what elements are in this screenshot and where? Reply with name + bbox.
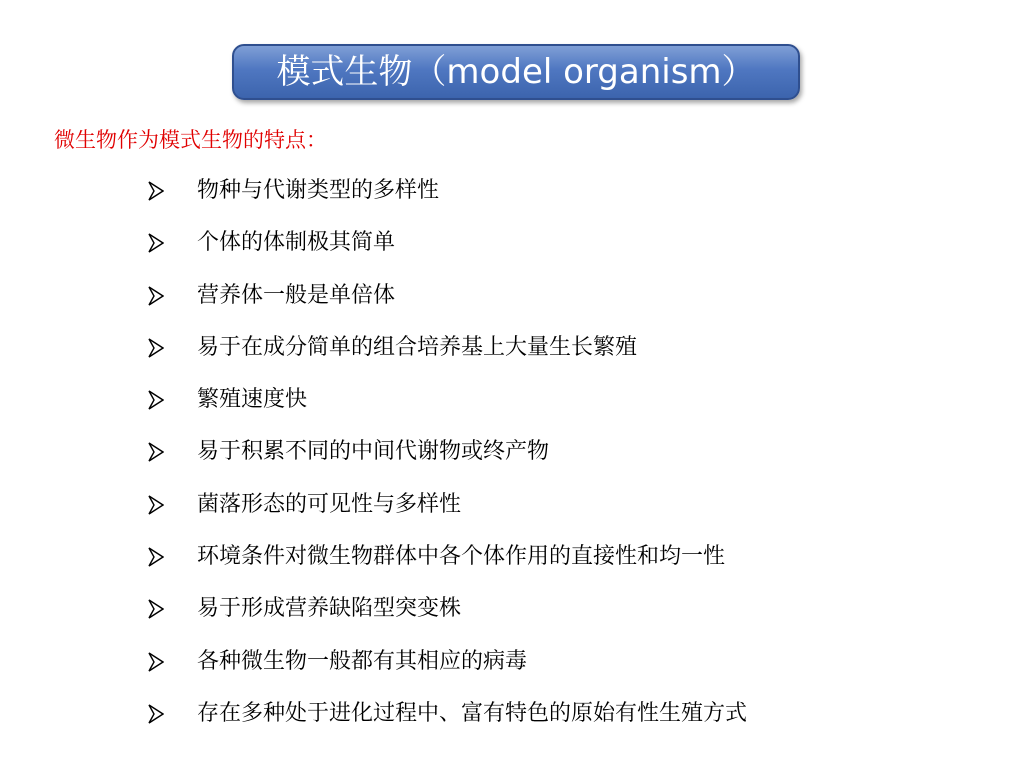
list-item [148, 647, 747, 699]
arrow-bullet-icon [148, 651, 164, 673]
list-item [148, 281, 747, 333]
bullet-text: 环境条件对微生物群体中各个体作用的直接性和均一性 [197, 544, 726, 570]
arrow-bullet-icon [148, 285, 164, 307]
bullet-text: 易于积累不同的中间代谢物或终产物 [197, 439, 550, 465]
bullet-text: 存在多种处于进化过程中、富有特色的原始有性生殖方式 [197, 700, 748, 726]
list-item [148, 490, 747, 542]
arrow-bullet-icon [148, 598, 164, 620]
arrow-bullet-icon [148, 546, 164, 568]
bullet-text: 物种与代谢类型的多样性 [197, 178, 440, 203]
bullet-text: 易于在成分简单的组合培养基上大量生长繁殖 [197, 334, 638, 360]
list-item [148, 542, 747, 594]
arrow-bullet-icon [148, 180, 164, 202]
bullet-text: 各种微生物一般都有其相应的病毒 [197, 648, 528, 674]
bullet-text: 个体的体制极其简单 [197, 230, 396, 256]
slide-subtitle: 微生物作为模式生物的特点： [54, 128, 327, 152]
bullet-text: 营养体一般是单倍体 [197, 282, 396, 308]
list-item [148, 699, 747, 751]
list-item [148, 228, 747, 280]
arrow-bullet-icon [148, 389, 164, 411]
arrow-bullet-icon [148, 494, 164, 516]
arrow-bullet-icon [148, 337, 164, 359]
list-item [148, 385, 747, 437]
list-item [148, 594, 747, 646]
arrow-bullet-icon [148, 441, 164, 463]
arrow-bullet-icon [148, 703, 164, 725]
list-item [148, 176, 747, 228]
list-item [148, 437, 747, 489]
bullet-text: 菌落形态的可见性与多样性 [197, 491, 462, 517]
title-banner [232, 44, 800, 100]
bullet-list [148, 176, 747, 751]
bullet-text: 易于形成营养缺陷型突变株 [197, 596, 462, 622]
list-item [148, 333, 747, 385]
slide-title: 模式生物（model organism） [276, 52, 756, 92]
bullet-text: 繁殖速度快 [197, 387, 308, 413]
arrow-bullet-icon [148, 232, 164, 254]
